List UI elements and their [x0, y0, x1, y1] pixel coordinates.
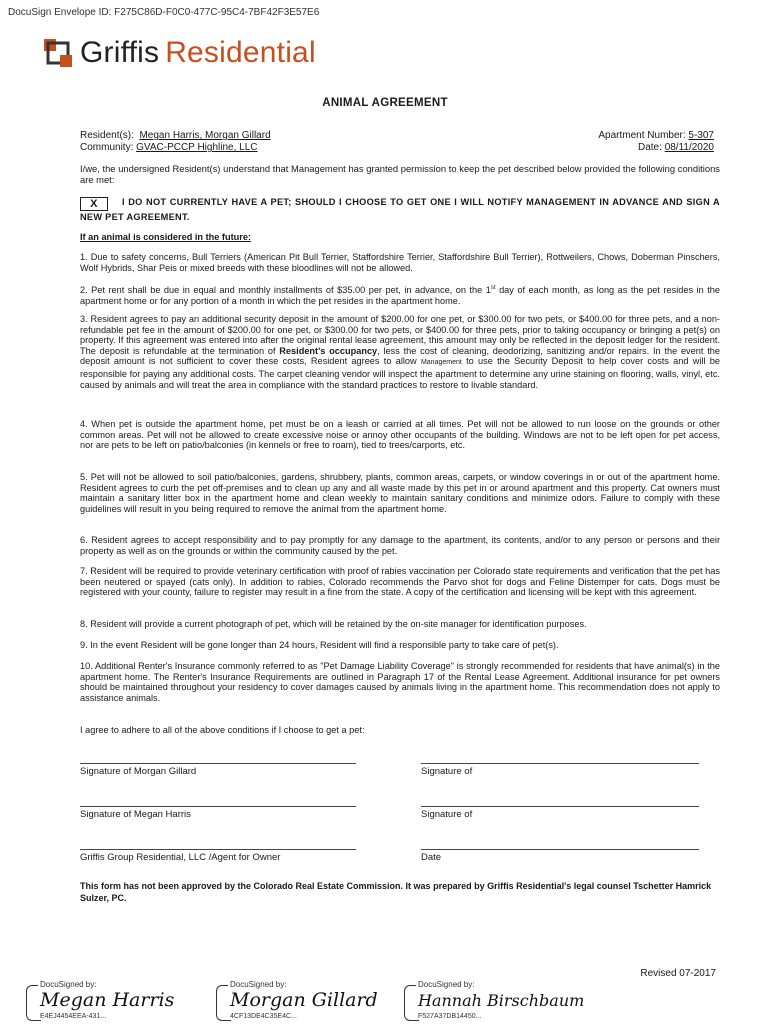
revision-date: Revised 07-2017 [640, 968, 716, 979]
apartment-label: Apartment Number: [598, 130, 686, 141]
signature-label-agent: Griffis Group Residential, LLC /Agent for Owner [80, 852, 281, 863]
clause-2-a: 2. Pet rent shall be due in equal and monthly installments of $35.00 per pet, in advance, on the 1 [80, 285, 491, 296]
header-right [598, 130, 714, 154]
clause-2-b: day of each month, as long as the pet resides in the apartment home or for any portion of a month in which the pet resides in the apartment home. [80, 285, 720, 306]
clause-2 [80, 283, 720, 306]
clause-5: 5. Pet will not be allowed to soil patio/balconies, gardens, shrubbery, plants, common areas, carpets, or window coverings in or out of the apartment home. Resident agrees to curb the pet off-premises and to clean up any and all waste made by this pet in or around apartment and this property. Cat owners must maintain a sanitary litter box in the apartment home and clean weekly to maintain sanitary conditions and minimize odors. Failure to comply with these guidelines will result in you being required to remove the animal from the apartment home. [80, 472, 720, 514]
signature-label-megan: Signature of Megan Harris [80, 809, 191, 820]
docusign-bracket [26, 985, 41, 1021]
docusign-label: DocuSigned by: [418, 980, 475, 989]
docusign-block-1 [26, 980, 186, 1024]
signature-hannah: Hannah Birschbaum [418, 991, 585, 1010]
docusign-id: F527A37DB14450... [418, 1013, 482, 1020]
page-title: ANIMAL AGREEMENT [322, 97, 448, 109]
community-value: GVAC-PCCP Highline, LLC [136, 142, 258, 153]
clause-7: 7. Resident will be required to provide veterinary certification with proof of rabies vaccination per Colorado state requirements and verification that the pet has been neutered or spayed (cats only). In addition to rabies, Colorado recommends the Parvo shot for dogs and Feline Distemper for cats. Dogs must be registered with your county, failure to register may result in a fine from the state. A copy of the certification and licensing will be kept with this agreement. [80, 566, 720, 598]
clause-3-a: 3. Resident agrees to pay an additional security deposit in the amount of $200.00 for one pet, or $300.00 for two pets, or $400.00 for three pets, and a non-refundable pet fee in the amount of $200.00 for one pet, or $300.00 for two pets, or $400.00 for three pets, prior to taking occupancy or bringing a pet(s) on property. If this agreement was entered into after the original rental lease agreement, this amount may only be reflected in the deposit ledger for the resident. The deposit is refundable at the termination of [80, 314, 720, 356]
signature-line [421, 849, 699, 850]
intro-text: I/we, the undersigned Resident(s) understand that Management has granted permission to keep the pet described below provided the following conditions are met: [80, 163, 720, 185]
docusign-label: DocuSigned by: [230, 980, 287, 989]
docusign-id: E4EJ4454EEA-431... [40, 1013, 107, 1020]
header-left [80, 130, 271, 154]
signature-line [80, 849, 356, 850]
clause-1: 1. Due to safety concerns, Bull Terriers (American Pit Bull Terrier, Staffordshire Terrier, Staffordshire Bull Terrier), Rottweilers, Chows, Doberman Pinschers, Wolf Hybrids, Shar Peis or mixed breeds with these bloodlines will not be allowed. [80, 252, 720, 273]
docusign-label: DocuSigned by: [40, 980, 97, 989]
brand-accent: Residential [165, 36, 316, 69]
residents-label: Resident(s): [80, 130, 134, 141]
envelope-id: DocuSign Envelope ID: F275C86D-F0C0-477C-95C4-7BF42F3E57E6 [8, 7, 320, 18]
docusign-bracket [404, 985, 419, 1021]
signature-line [80, 763, 356, 764]
community-label: Community: [80, 142, 134, 153]
clause-10: 10. Additional Renter's Insurance commonly referred to as "Pet Damage Liability Coverage" is strongly recommended for residents that have animal(s) in the apartment home. The Renter's Insurance Requirements are outlined in Paragraph 17 of the Rental Lease Agreement. Additional insurance for pet owners should be maintained throughout your residency to cover damages caused by animals living in the apartment home. This recommendation does not apply to assistance animals. [80, 661, 720, 703]
clause-3-b: , less the cost of cleaning, deodorizing, sanitizing and/or repairs. In the event the deposit amount is not sufficient to cover these costs, Resident agrees to allow [80, 345, 720, 367]
griffis-logo-mark-icon [44, 39, 72, 67]
clause-3-bold: Resident's occupancy [279, 345, 378, 356]
no-pet-checkbox[interactable]: X [80, 197, 108, 211]
brand-name: Griffis [80, 36, 160, 69]
clause-4: 4. When pet is outside the apartment home, pet must be on a leash or carried at all times. Pet will not be allowed to run loose on the grounds or other common areas. Pet will not be allowed to create excessive noise or annoy other occupants of the building. Windows are not to be left open for pet access, nor are pets to be left on patio/balconies (in kennels or free to roam), tied to trees/carports, etc. [80, 419, 720, 451]
signature-label-right-2: Signature of [421, 809, 473, 820]
agree-statement: I agree to adhere to all of the above conditions if I choose to get a pet: [80, 725, 365, 735]
date-value: 08/11/2020 [664, 142, 714, 153]
disclaimer: This form has not been approved by the Colorado Real Estate Commission. It was prepared by Griffis Residential's legal counsel Tschetter Hamrick Sulzer, PC. [80, 881, 712, 903]
date-label-bottom: Date [421, 852, 442, 863]
company-logo [44, 36, 316, 70]
docusign-block-3 [404, 980, 584, 1024]
no-pet-statement [80, 196, 720, 223]
clause-3-c: to use the Security Deposit to help cover costs and will be responsible for paying any additional costs. The carpet cleaning vendor will inspect the apartment to determine any urine staining on flooring, walls, vinyl, etc. caused by animals and will treat the area in compliance with the standard practices to restore to livable standard. [80, 356, 720, 390]
future-heading: If an animal is considered in the future: [80, 232, 252, 242]
signature-label-right-1: Signature of [421, 766, 473, 777]
apartment-value: 5-307 [688, 130, 714, 141]
signature-line [80, 806, 356, 807]
signature-line [421, 763, 699, 764]
clause-3-small: Management [420, 359, 462, 367]
docusign-bracket [216, 985, 231, 1021]
clause-8: 8. Resident will provide a current photograph of pet, which will be retained by the on-site manager for identification purposes. [80, 619, 587, 629]
company-name [80, 36, 316, 70]
clause-2-sup: st [490, 285, 496, 291]
clause-6: 6. Resident agrees to accept responsibility and to pay promptly for any damage to the apartment, its contents, and/or to any person or persons and their property as well as on the grounds or within the community caused by the pet. [80, 535, 720, 556]
clause-9: 9. In the event Resident will be gone longer than 24 hours, Resident will find a responsible party to take care of pet(s). [80, 640, 559, 650]
docusign-block-2 [216, 980, 376, 1024]
residents-value: Megan Harris, Morgan Gillard [139, 130, 271, 141]
signature-label-morgan: Signature of Morgan Gillard [80, 766, 197, 777]
no-pet-text: I DO NOT CURRENTLY HAVE A PET; SHOULD I CHOOSE TO GET ONE I WILL NOTIFY MANAGEMENT IN ADVANCE AND SIGN A NEW PET AGREEMENT. [80, 197, 720, 222]
date-label: Date: [638, 142, 662, 153]
signature-morgan-gillard: Morgan Gillard [230, 989, 378, 1011]
docusign-id: 4CF13DE4C35E4C... [230, 1013, 297, 1020]
clause-3 [80, 314, 720, 390]
signature-line [421, 806, 699, 807]
signature-megan-harris: Megan Harris [40, 989, 175, 1011]
